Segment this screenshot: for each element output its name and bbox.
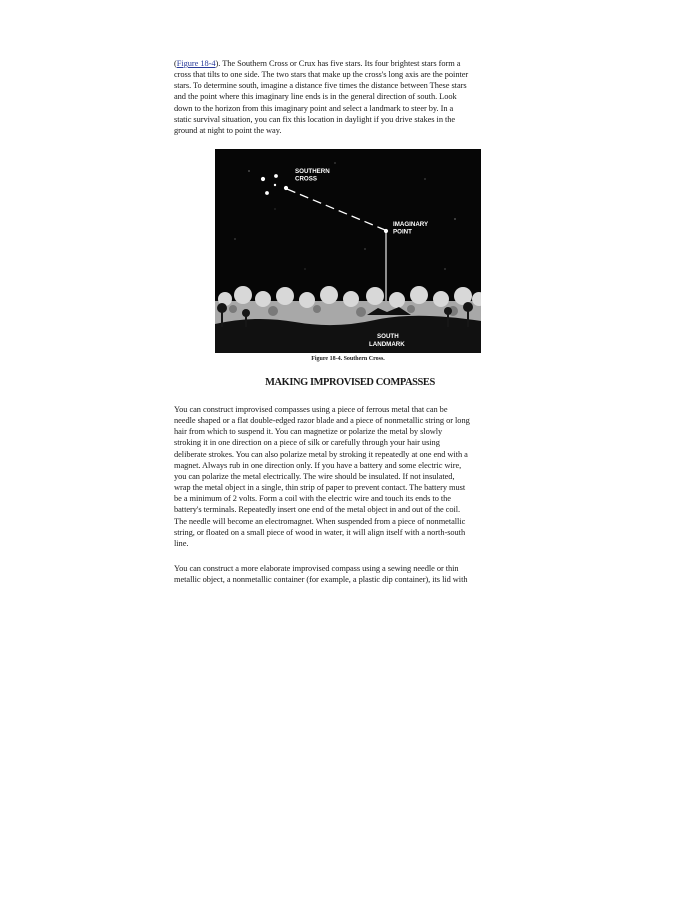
paragraph-line: you can polarize the metal electrically. The wire should be insulated. If not insulated, [174,471,455,481]
intro-line [174,58,526,69]
paragraph-line: metallic object, a nonmetallic container (for example, a plastic dip container), its lid with [174,575,468,585]
star [274,174,278,178]
paragraph-line: stroking it in one direction on a piece of silk or carefully through your hair using [174,438,440,448]
paragraph-line: battery's terminals. Repeatedly insert one end of the metal object in and out of the coil. [174,505,461,515]
paragraph-compasses [174,404,526,549]
star [274,184,276,186]
paragraph-line: wrap the metal object in a single, thin strip of paper to prevent contact. The battery must [174,483,466,493]
paragraph-line: needle shaped or a flat double-edged razor blade and a piece of nonmetallic string or long [174,416,470,426]
intro-line: down to the horizon from this imaginary point and select a landmark to steer by. In a [174,103,454,113]
paragraph-line: magnet. Always rub in one direction only. If you have a battery and some electric wire, [174,460,462,470]
label-point: POINT [393,228,412,236]
label-cross: CROSS [295,175,318,183]
paragraph-line: be a minimum of 2 volts. Form a coil with the electric wire and touch its ends to the [174,494,451,504]
intro-line: ground at night to point the way. [174,125,282,135]
open-paren: ( [174,59,177,68]
star [265,191,269,195]
paragraph-line: deliberate strokes. You can also polarize metal by stroking it repeatedly at one end with a [174,449,468,459]
label-landmark: LANDMARK [369,341,405,348]
label-imaginary: IMAGINARY [393,221,429,228]
paragraph-line: You can construct a more elaborate improvised compass using a sewing needle or thin [174,564,459,573]
imaginary-point-marker [384,229,388,233]
paragraph-line: line. [174,538,189,548]
figure-18-4-link[interactable]: Figure 18-4 [176,59,216,68]
figure-caption: Figure 18-4. Southern Cross. [311,356,385,362]
paragraph-line: string, or floated on a small piece of wood in water, it will align itself with a north-south [174,527,466,537]
intro-line: cross that tilts to one side. The two stars that make up the cross's long axis are the pointer [174,70,469,80]
southern-cross-figure [215,149,481,353]
paragraph-line: The needle will become an electromagnet. When suspended from a piece of nonmetallic [174,516,466,526]
label-southern: SOUTHERN [295,168,330,175]
star [261,177,265,181]
intro-line: and the point where this imaginary line ends is in the general direction of south. Look [174,92,457,102]
intro-first-line: ). The Southern Cross or Crux has five stars. Its four brightest stars form a [215,59,461,68]
label-south: SOUTH [377,333,399,340]
paragraph-line: You can construct improvised compasses using a piece of ferrous metal that can be [174,405,448,414]
intro-paragraph [174,58,526,136]
section-heading: MAKING IMPROVISED COMPASSES [265,377,435,388]
paragraph-elaborate-compass [174,563,526,585]
paragraph-line: hair from which to suspend it. You can magnetize or polarize the metal by slowly [174,427,443,437]
intro-line: stars. To determine south, imagine a distance five times the distance between These stars [174,81,467,91]
southern-cross-diagram [215,149,481,353]
intro-line: static survival situation, you can fix this location in daylight if you drive stakes in the [174,114,456,124]
